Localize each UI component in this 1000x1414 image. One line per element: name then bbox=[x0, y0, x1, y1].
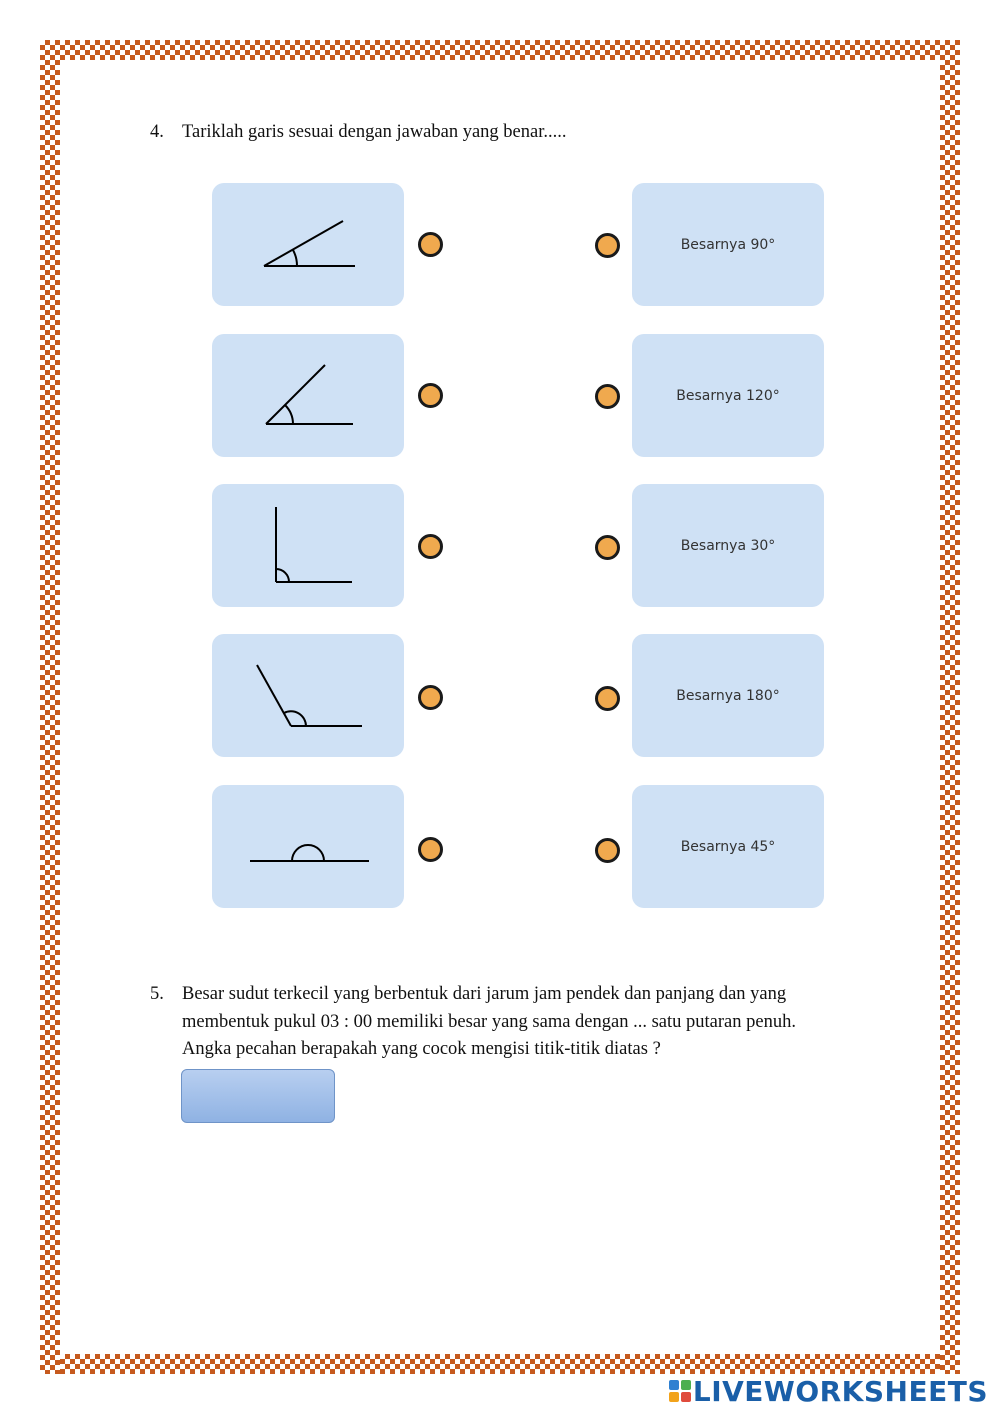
left-dot-4[interactable] bbox=[418, 685, 443, 710]
angle-90-icon bbox=[212, 484, 404, 607]
border-right bbox=[940, 40, 960, 1374]
liveworksheets-logo-icon bbox=[669, 1380, 691, 1402]
answer-label-4: Besarnya 180° bbox=[676, 687, 780, 704]
question-4-number: 4. bbox=[150, 122, 164, 142]
liveworksheets-text: LIVEWORKSHEETS bbox=[692, 1374, 988, 1408]
question-5-line-1: Besar sudut terkecil yang berbentuk dari jarum jam pendek dan panjang dan yang bbox=[182, 984, 787, 1004]
answer-card-5 bbox=[632, 785, 824, 908]
right-dot-2[interactable] bbox=[595, 384, 620, 409]
question-5 bbox=[150, 981, 870, 1064]
angle-card-90 bbox=[212, 484, 404, 607]
answer-label-2: Besarnya 120° bbox=[676, 387, 780, 404]
border-bottom bbox=[40, 1354, 960, 1374]
right-dot-4[interactable] bbox=[595, 686, 620, 711]
answer-card-1 bbox=[632, 183, 824, 306]
answer-label-1: Besarnya 90° bbox=[680, 236, 776, 253]
question-5-line-2: membentuk pukul 03 : 00 memiliki besar yang sama dengan ... satu putaran penuh. bbox=[182, 1011, 796, 1032]
question-5-number: 5. bbox=[150, 984, 164, 1004]
angle-card-45 bbox=[212, 334, 404, 457]
angle-120-icon bbox=[212, 634, 404, 757]
left-dot-5[interactable] bbox=[418, 837, 443, 862]
border-top bbox=[40, 40, 960, 60]
angle-45-icon bbox=[212, 334, 404, 457]
right-dot-3[interactable] bbox=[595, 535, 620, 560]
border-left bbox=[40, 40, 60, 1374]
liveworksheets-branding bbox=[669, 1374, 988, 1408]
question-4 bbox=[150, 119, 567, 147]
answer-card-2 bbox=[632, 334, 824, 457]
angle-card-180 bbox=[212, 785, 404, 908]
left-dot-3[interactable] bbox=[418, 534, 443, 559]
answer-input-box[interactable] bbox=[181, 1069, 335, 1123]
angle-card-120 bbox=[212, 634, 404, 757]
question-4-text: Tariklah garis sesuai dengan jawaban yang benar..... bbox=[182, 122, 567, 142]
left-dot-2[interactable] bbox=[418, 383, 443, 408]
angle-30-icon bbox=[212, 183, 404, 306]
answer-label-3: Besarnya 30° bbox=[680, 537, 776, 554]
answer-card-3 bbox=[632, 484, 824, 607]
left-dot-1[interactable] bbox=[418, 232, 443, 257]
question-5-line-3: Angka pecahan berapakah yang cocok mengisi titik-titik diatas ? bbox=[182, 1039, 661, 1059]
angle-180-icon bbox=[212, 785, 404, 908]
answer-card-4 bbox=[632, 634, 824, 757]
angle-card-30 bbox=[212, 183, 404, 306]
right-dot-5[interactable] bbox=[595, 838, 620, 863]
right-dot-1[interactable] bbox=[595, 233, 620, 258]
answer-label-5: Besarnya 45° bbox=[680, 838, 776, 855]
